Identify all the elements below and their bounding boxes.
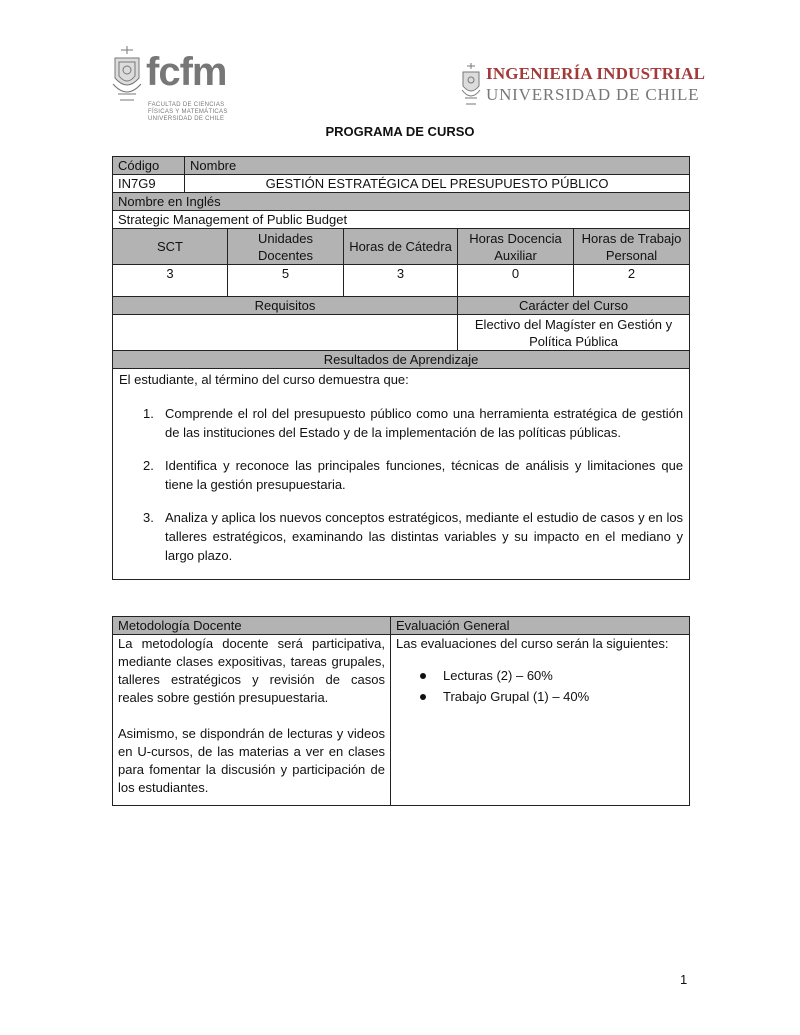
fcfm-acronym: fcfm [146, 50, 227, 94]
list-item: Trabajo Grupal (1) – 40% [396, 686, 684, 707]
evaluacion-cell [391, 635, 690, 806]
horas-catedra-value: 3 [344, 265, 458, 297]
resultados-cell [113, 369, 690, 580]
evaluacion-list [396, 665, 684, 707]
sct-value: 3 [113, 265, 228, 297]
bullet-icon [420, 673, 426, 679]
fcfm-line-1: FACULTAD DE CIENCIAS [148, 102, 225, 108]
bullet-icon [420, 694, 426, 700]
caracter-value: Electivo del Magíster en Gestión y Política Pública [458, 315, 690, 351]
unidades-header: Unidades Docentes [228, 229, 344, 265]
english-name-label: Nombre en Inglés [113, 193, 690, 211]
course-table [112, 156, 690, 580]
fcfm-line-3: UNIVERSIDAD DE CHILE [148, 116, 225, 122]
caracter-label: Carácter del Curso [458, 297, 690, 315]
metodologia-cell [113, 635, 391, 806]
horas-personal-value: 2 [574, 265, 690, 297]
requisitos-label: Requisitos [113, 297, 458, 315]
metodologia-label: Metodología Docente [113, 617, 391, 635]
list-item: Lecturas (2) – 60% [396, 665, 684, 686]
horas-auxiliar-header: Horas Docencia Auxiliar [458, 229, 574, 265]
fcfm-line-2: FÍSICAS Y MATEMÁTICAS [148, 109, 228, 115]
page-number: 1 [680, 972, 688, 987]
list-item: 2. Identifica y reconoce las principales funciones, técnicas de análisis y limitaciones que tiene la gestión presupuestaria. [143, 458, 684, 492]
ingenieria-line-1: INGENIERÍA INDUSTRIAL [486, 64, 706, 83]
page-title: PROGRAMA DE CURSO [325, 124, 475, 139]
metodologia-paragraph-2: Asimismo, se dispondrán de lecturas y videos en U-cursos, de las materias a ver en clases para fomentar la discusión y participación de los estudiantes. [118, 726, 385, 795]
metodologia-evaluacion-table [112, 616, 690, 806]
code-label: Código [113, 157, 185, 175]
university-seal-icon [460, 62, 482, 108]
resultados-list [119, 404, 683, 565]
unidades-value: 5 [228, 265, 344, 297]
list-item: 1. Comprende el rol del presupuesto público como una herramienta estratégica de gestión de las instituciones del Estado y de la implementación de las políticas públicas. [143, 406, 684, 440]
fcfm-logo [110, 44, 235, 126]
resultados-label: Resultados de Aprendizaje [113, 351, 690, 369]
requisitos-value [113, 315, 458, 351]
ingenieria-logo [460, 62, 706, 110]
fcfm-subtitle [148, 102, 228, 123]
resultados-intro: El estudiante, al término del curso demuestra que: [119, 372, 409, 387]
course-name: GESTIÓN ESTRATÉGICA DEL PRESUPUESTO PÚBLICO [185, 175, 690, 193]
horas-auxiliar-value: 0 [458, 265, 574, 297]
name-label: Nombre [185, 157, 690, 175]
evaluacion-label: Evaluación General [391, 617, 690, 635]
horas-catedra-header: Horas de Cátedra [344, 229, 458, 265]
sct-header: SCT [113, 229, 228, 265]
evaluacion-intro: Las evaluaciones del curso serán la siguientes: [396, 636, 669, 651]
list-item: 3. Analiza y aplica los nuevos conceptos estratégicos, mediante el estudio de casos y en los talleres estratégicos, examinando las distintas variables y su impacto en el mediano y largo plazo. [143, 510, 684, 563]
course-code: IN7G9 [113, 175, 185, 193]
university-seal-icon [110, 44, 144, 110]
ingenieria-line-2: UNIVERSIDAD DE CHILE [486, 85, 700, 104]
horas-personal-header: Horas de Trabajo Personal [574, 229, 690, 265]
english-name: Strategic Management of Public Budget [113, 211, 690, 229]
metodologia-paragraph-1: La metodología docente será participativa, mediante clases expositivas, tareas grupales, talleres estratégicos y revisión de casos reales sobre gestión presupuestaria. [118, 636, 385, 705]
